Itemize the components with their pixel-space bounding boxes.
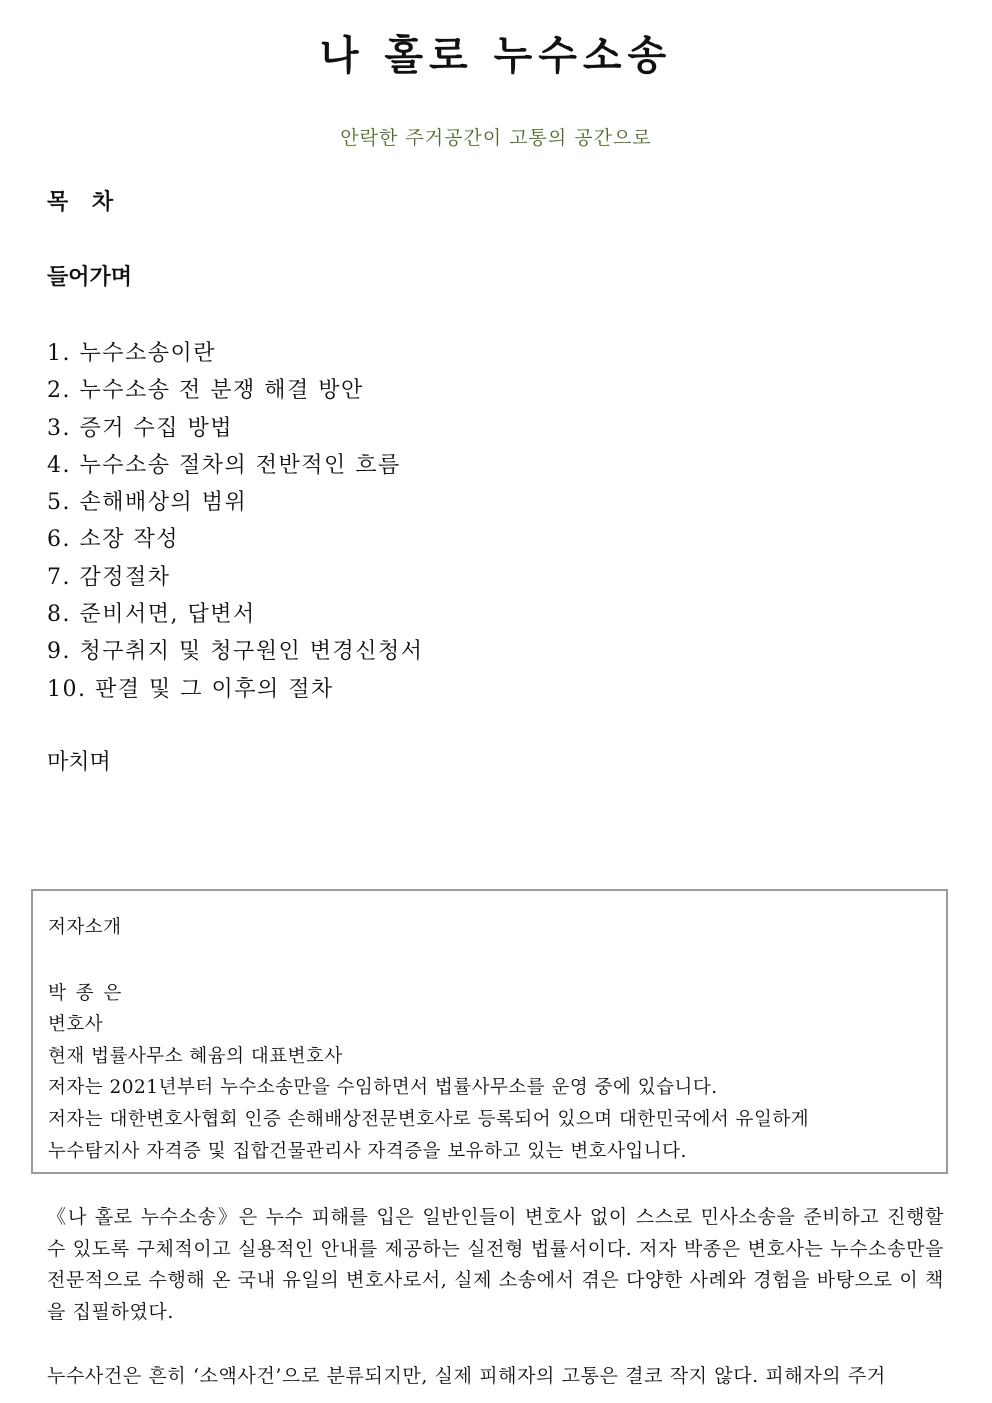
- author-bio-line: 저자는 2021년부터 누수소송만을 수임하면서 법률사무소를 운영 중에 있습니다.: [48, 1077, 718, 1098]
- toc-item: 4. 누수소송 절차의 전반적인 흐름: [47, 452, 401, 478]
- toc-item: 8. 준비서면, 답변서: [47, 602, 256, 628]
- toc-intro-heading: 들어가며: [47, 265, 133, 290]
- toc-item: 1. 누수소송이란: [47, 341, 216, 366]
- toc-item: 6. 소장 작성: [47, 527, 179, 553]
- author-bio-line: 누수탐지사 자격증 및 집합건물관리사 자격증을 보유하고 있는 변호사입니다.: [48, 1141, 687, 1162]
- toc-item: 3. 증거 수집 방법: [47, 415, 233, 441]
- toc-item: 9. 청구취지 및 청구원인 변경신청서: [47, 639, 424, 665]
- author-intro-heading: 저자소개: [48, 917, 122, 938]
- toc-heading: 목 차: [47, 190, 122, 215]
- body-paragraph: 누수사건은 흔히 ‘소액사건’으로 분류되지만, 실제 피해자의 고통은 결코 작지 않다. 피해자의 주거: [47, 1365, 886, 1387]
- toc-item: 5. 손해배상의 범위: [47, 490, 248, 516]
- body-paragraph: 《나 홀로 누수소송》은 누수 피해를 입은 일반인들이 변호사 없이 스스로 민사소송을 준비하고 진행할 수 있도록 구체적이고 실용적인 안내를 제공하는 실전형 법률서이다. 저자 박종은 변호사는 누수소송만을 전문적으로 수행해 온 국내 유일의 변호사로서, 실제 소송에서 겪은 다양한 사례와 경험을 바탕으로 이 책을 집필하였다.: [47, 1206, 944, 1323]
- toc-item: 10. 판결 및 그 이후의 절차: [47, 676, 334, 702]
- author-name: 박 종 은: [48, 983, 124, 1004]
- toc-item: 2. 누수소송 전 분쟁 해결 방안: [47, 378, 364, 404]
- author-job: 변호사: [48, 1014, 104, 1035]
- toc-outro-heading: 마치며: [47, 750, 111, 775]
- toc-list: [47, 335, 424, 708]
- page-title: 나 홀로 누수소송: [319, 33, 673, 79]
- author-position: 현재 법률사무소 혜윰의 대표변호사: [48, 1046, 343, 1067]
- author-bio-line: 저자는 대한변호사협회 인증 손해배상전문변호사로 등록되어 있으며 대한민국에서 유일하게: [48, 1109, 810, 1130]
- page-subtitle: 안락한 주거공간이 고통의 공간으로: [340, 127, 652, 149]
- toc-item: 7. 감정절차: [47, 564, 171, 590]
- author-intro-box: [31, 889, 948, 1174]
